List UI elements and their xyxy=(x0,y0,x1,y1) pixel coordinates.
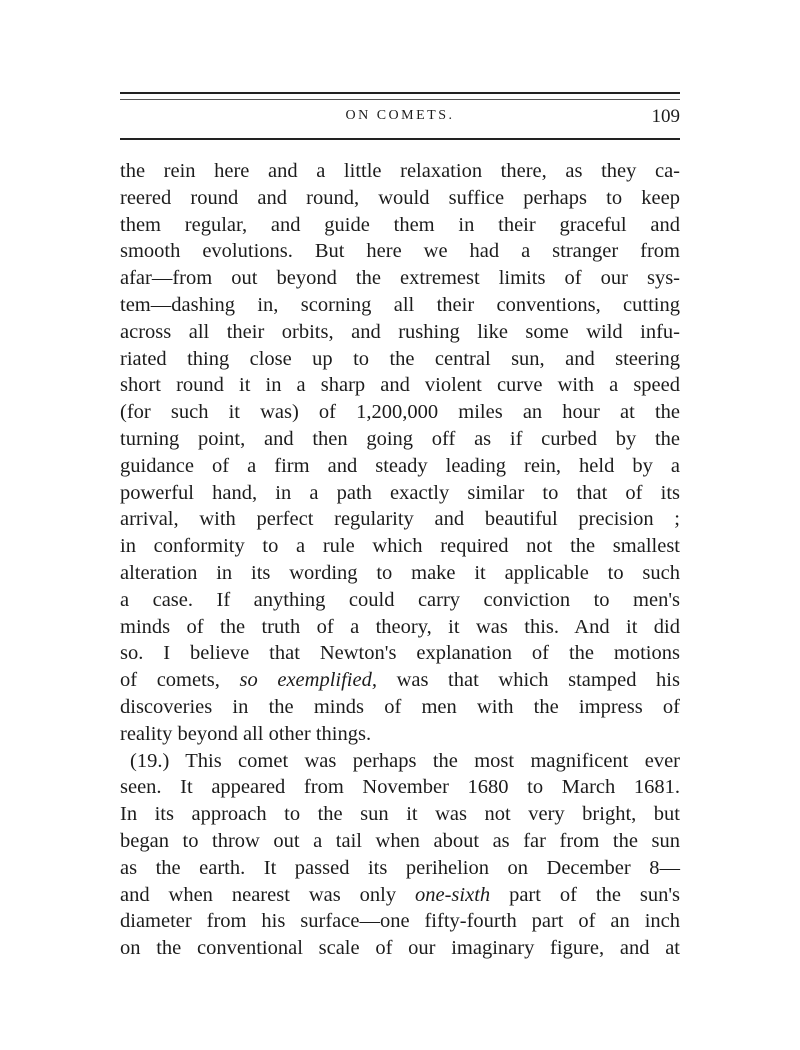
text-run: arrival, with perfect regularity and beautiful precision ; xyxy=(120,508,680,531)
text-run: smooth evolutions. But here we had a stranger from xyxy=(120,240,680,263)
header-rule-top-thin xyxy=(120,99,680,100)
text-run: in conformity to a rule which required not the smallest xyxy=(120,535,680,558)
text-line xyxy=(120,667,680,694)
text-run: the rein here and a little relaxation there, as they ca- xyxy=(120,160,680,182)
text-line xyxy=(120,185,680,212)
text-run: turning point, and then going off as if curbed by the xyxy=(120,427,680,450)
text-run: riated thing close up to the central sun, and steering xyxy=(120,347,680,370)
text-run: across all their orbits, and rushing like some wild infu- xyxy=(120,320,680,343)
text-run: (for such it was) of 1,200,000 miles an hour at the xyxy=(120,401,680,424)
text-run: a case. If anything could carry conviction to men's xyxy=(120,588,680,611)
text-run: reered round and round, would suffice perhaps to keep xyxy=(120,186,680,209)
text-line xyxy=(120,801,680,828)
text-line xyxy=(120,935,680,962)
text-run: as the earth. It passed its perihelion on December 8— xyxy=(120,856,680,879)
text-line xyxy=(120,560,680,587)
text-run: reality beyond all other things. xyxy=(120,722,372,745)
text-run: part of the sun's xyxy=(490,883,680,906)
text-line xyxy=(120,426,680,453)
header-rule-top xyxy=(120,92,680,94)
text-run: guidance of a firm and steady leading rein, held by a xyxy=(120,454,680,477)
text-line xyxy=(120,614,680,641)
text-line xyxy=(120,158,680,185)
text-run: minds of the truth of a theory, it was this. And it did xyxy=(120,615,680,638)
text-line xyxy=(120,372,680,399)
text-line xyxy=(120,346,680,373)
text-line xyxy=(120,292,680,319)
body-text xyxy=(120,158,680,962)
text-run: discoveries in the minds of men with the impress of xyxy=(120,695,680,718)
text-line xyxy=(120,238,680,265)
text-run: powerful hand, in a path exactly similar to that of its xyxy=(120,481,680,504)
text-line xyxy=(120,587,680,614)
text-line xyxy=(120,319,680,346)
page-number: 109 xyxy=(651,106,680,127)
text-run: was that which stamped his xyxy=(376,669,680,692)
text-line xyxy=(120,748,680,775)
running-head xyxy=(120,106,680,132)
text-line xyxy=(120,265,680,292)
text-run: of comets, xyxy=(120,669,240,692)
text-run: short round it in a sharp and violent curve with a speed xyxy=(120,374,680,397)
text-line xyxy=(120,882,680,909)
text-line xyxy=(120,640,680,667)
text-run: afar—from out beyond the extremest limits of our sys- xyxy=(120,267,680,290)
text-line xyxy=(120,694,680,721)
text-line xyxy=(120,533,680,560)
text-run: diameter from his surface—one fifty-fourth part of an inch xyxy=(120,910,680,933)
text-line xyxy=(120,721,680,748)
text-run: tem—dashing in, scorning all their conventions, cutting xyxy=(120,293,680,316)
italic-phrase: so exemplified, xyxy=(239,669,377,692)
text-run: In its approach to the sun it was not very bright, but xyxy=(120,803,680,826)
text-run: began to throw out a tail when about as far from the sun xyxy=(120,829,680,852)
paragraph xyxy=(120,158,680,748)
text-line xyxy=(120,908,680,935)
running-title: ON COMETS. xyxy=(345,108,455,123)
text-run: (19.) This comet was perhaps the most magnificent ever xyxy=(130,749,680,772)
paragraph xyxy=(120,748,680,962)
text-run: them regular, and guide them in their graceful and xyxy=(120,213,680,236)
text-run: so. I believe that Newton's explanation of the motions xyxy=(120,642,680,665)
text-run: seen. It appeared from November 1680 to March 1681. xyxy=(120,776,680,799)
text-line xyxy=(120,212,680,239)
italic-phrase: one-sixth xyxy=(415,883,491,906)
text-line xyxy=(120,828,680,855)
text-line xyxy=(120,506,680,533)
text-run: on the conventional scale of our imaginary figure, and at xyxy=(120,937,680,960)
text-line xyxy=(120,855,680,882)
text-line xyxy=(120,453,680,480)
text-line xyxy=(120,774,680,801)
text-run: alteration in its wording to make it applicable to such xyxy=(120,561,680,584)
header-rule-bottom xyxy=(120,138,680,140)
text-run: and when nearest was only xyxy=(120,883,415,906)
text-line xyxy=(120,399,680,426)
text-line xyxy=(120,480,680,507)
